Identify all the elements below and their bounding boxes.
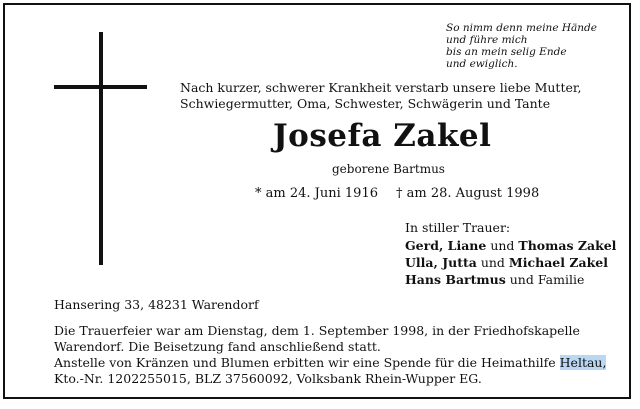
verse-line: So nimm denn meine Hände	[446, 22, 597, 34]
cross-icon	[99, 32, 103, 265]
address: Hansering 33, 48231 Warendorf	[54, 297, 259, 312]
mourner-line: Gerd, Liane und Thomas Zakel	[405, 238, 617, 253]
donation-line: Anstelle von Kränzen und Blumen erbitten wir eine Spende für die Heimathilfe Heltau,	[54, 355, 607, 370]
bank-details: Kto.-Nr. 1202255015, BLZ 37560092, Volksbank Rhein-Wupper EG.	[54, 371, 482, 386]
death-date: † am 28. August 1998	[396, 186, 540, 201]
funeral-line: Warendorf. Die Beisetzung fand anschließend statt.	[54, 339, 381, 354]
verse-line: bis an mein selig Ende	[446, 46, 567, 58]
verse-line: und führe mich	[446, 34, 528, 46]
verse-line: und ewiglich.	[446, 58, 518, 70]
mourners-heading: In stiller Trauer:	[405, 220, 511, 235]
obituary-notice	[3, 3, 631, 399]
mourner-line: Ulla, Jutta und Michael Zakel	[405, 255, 608, 270]
highlighted-text: Heltau,	[559, 355, 607, 370]
intro-line: Nach kurzer, schwerer Krankheit verstarb unsere liebe Mutter,	[180, 80, 582, 95]
maiden-name: geborene Bartmus	[332, 162, 445, 176]
birth-date: * am 24. Juni 1916	[255, 186, 378, 201]
funeral-line: Die Trauerfeier war am Dienstag, dem 1. September 1998, in der Friedhofskapelle	[54, 323, 580, 338]
cross-icon-bar	[54, 85, 147, 89]
deceased-name: Josefa Zakel	[273, 118, 492, 154]
intro-line: Schwiegermutter, Oma, Schwester, Schwägerin und Tante	[180, 96, 551, 111]
mourner-line: Hans Bartmus und Familie	[405, 272, 585, 287]
